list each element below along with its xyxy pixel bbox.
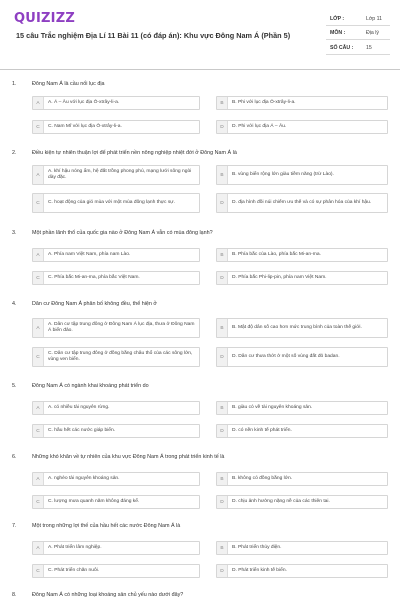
- question-text: Một trong những lợi thế của hầu hết các nước Đông Nam Á là: [32, 523, 181, 529]
- option-letter: D: [217, 121, 228, 133]
- option-letter: C: [33, 565, 44, 577]
- option-d[interactable]: [216, 495, 388, 509]
- question-number: 6.: [12, 454, 17, 460]
- option-letter: D: [217, 496, 228, 508]
- option-text: B. vùng biển rộng lớn giàu tiềm năng (trừ Lào).: [232, 172, 334, 177]
- option-text: A. Phía nam Việt Nam, phía nam Lào.: [48, 252, 131, 257]
- option-d[interactable]: [216, 347, 388, 367]
- question-text: Những khó khăn về tự nhiên của khu vực Đông Nam Á trong phát triển kinh tế là: [32, 454, 225, 460]
- page-header: [0, 0, 400, 64]
- meta-grade-value: Lớp 11: [366, 16, 382, 22]
- quiz-title: 15 câu Trắc nghiệm Địa Lí 11 Bài 11 (có đáp án): Khu vực Đông Nam Á (Phần 5): [16, 31, 291, 40]
- option-text: A. khí hậu nóng ẩm, hệ đất trồng phong phú, mạng lưới sông ngòi dày đặc.: [48, 169, 192, 180]
- question-text: Đông Nam Á có ngành khai khoáng phát triển do: [32, 383, 149, 389]
- option-d[interactable]: [216, 271, 388, 285]
- option-letter: A: [33, 97, 44, 109]
- option-a[interactable]: [32, 248, 200, 262]
- option-text: B. Phi với lục địa Ô-xtrây-li-a.: [232, 100, 296, 105]
- option-a[interactable]: [32, 96, 200, 110]
- question-number: 3.: [12, 230, 17, 236]
- option-b[interactable]: [216, 541, 388, 555]
- option-letter: D: [217, 194, 228, 212]
- option-d[interactable]: [216, 120, 388, 134]
- question-number: 8.: [12, 592, 17, 598]
- option-a[interactable]: [32, 165, 200, 185]
- option-letter: D: [217, 565, 228, 577]
- option-text: C. Phía bắc Mi-an-ma, phía bắc Việt Nam.: [48, 275, 140, 280]
- question-number: 4.: [12, 301, 17, 307]
- meta-separator: [326, 25, 390, 26]
- option-letter: B: [217, 166, 228, 184]
- option-letter: C: [33, 496, 44, 508]
- option-c[interactable]: [32, 495, 200, 509]
- meta-subject-value: Địa lý: [366, 30, 379, 36]
- question-text: Dân cư Đông Nam Á phân bố không đều, thể hiện ở: [32, 301, 157, 307]
- option-letter: B: [217, 542, 228, 554]
- question-text: Một phần lãnh thổ của quốc gia nào ở Đông Nam Á vẫn có mùa đông lạnh?: [32, 230, 213, 236]
- option-text: A. nghèo tài nguyên khoáng sản.: [48, 476, 120, 481]
- question-number: 7.: [12, 523, 17, 529]
- option-b[interactable]: [216, 472, 388, 486]
- option-letter: A: [33, 319, 44, 337]
- option-d[interactable]: [216, 564, 388, 578]
- meta-grade-key: LỚP :: [330, 16, 345, 22]
- question-text: Đông Nam Á có những loại khoáng sản chủ yếu nào dưới đây?: [32, 592, 184, 598]
- option-letter: C: [33, 348, 44, 366]
- option-letter: A: [33, 402, 44, 414]
- option-text: D. Dân cư thưa thớt ở một số vùng đất đỏ badan.: [232, 354, 340, 359]
- option-text: C. Dân cư tập trung đông ở đồng bằng châu thổ của các sông lớn, vùng ven biển.: [48, 351, 193, 362]
- option-letter: C: [33, 194, 44, 212]
- option-text: B. không có đồng bằng lớn.: [232, 476, 293, 481]
- option-text: A. Phát triển lâm nghiệp.: [48, 545, 102, 550]
- option-text: A. Dân cư tập trung đông ở Đông Nam Á lục địa, thưa ở Đông Nam Á biển đảo.: [48, 322, 195, 333]
- option-letter: C: [33, 121, 44, 133]
- option-text: C. hầu hết các nước giáp biển.: [48, 428, 116, 433]
- option-b[interactable]: [216, 96, 388, 110]
- option-c[interactable]: [32, 193, 200, 213]
- option-letter: B: [217, 249, 228, 261]
- quizizz-logo[interactable]: QUIZIZZ: [14, 11, 75, 26]
- option-letter: D: [217, 272, 228, 284]
- meta-count-key: SỐ CÂU :: [330, 45, 354, 51]
- header-divider: [0, 69, 400, 70]
- option-text: A. có nhiều tài nguyên rừng.: [48, 405, 110, 410]
- option-text: A. Á – Âu với lục địa Ô-xtrây-li-a.: [48, 100, 120, 105]
- option-letter: B: [217, 97, 228, 109]
- option-c[interactable]: [32, 347, 200, 367]
- option-letter: B: [217, 402, 228, 414]
- option-letter: A: [33, 166, 44, 184]
- option-a[interactable]: [32, 318, 200, 338]
- option-letter: B: [217, 319, 228, 337]
- question-text: Đông Nam Á là cầu nối lục địa: [32, 81, 105, 87]
- option-text: D. Phía bắc Phi-lip-pin, phía nam Việt Nam.: [232, 275, 327, 280]
- question-number: 1.: [12, 81, 17, 87]
- option-c[interactable]: [32, 120, 200, 134]
- option-letter: B: [217, 473, 228, 485]
- option-b[interactable]: [216, 401, 388, 415]
- meta-count-value: 15: [366, 45, 372, 51]
- option-letter: A: [33, 473, 44, 485]
- option-a[interactable]: [32, 401, 200, 415]
- option-text: C. lượng mưa quanh năm không đáng kể.: [48, 499, 140, 504]
- option-text: C. hoạt động của gió mùa với một mùa đông lạnh thực sự.: [48, 200, 175, 205]
- meta-subject-key: MÔN :: [330, 30, 346, 36]
- option-a[interactable]: [32, 541, 200, 555]
- option-text: B. Phát triển thủy điện.: [232, 545, 282, 550]
- option-text: D. có nền kinh tế phát triển.: [232, 428, 292, 433]
- question-text: Điều kiện tự nhiên thuận lợi để phát triển nền nông nghiệp nhiệt đới ở Đông Nam Á là: [32, 150, 237, 156]
- option-d[interactable]: [216, 193, 388, 213]
- option-text: B. Mật độ dân số cao hơn mức trung bình của toàn thế giới.: [232, 325, 362, 330]
- option-text: D. Phi với lục địa Á – Âu.: [232, 124, 287, 129]
- option-letter: C: [33, 425, 44, 437]
- option-b[interactable]: [216, 165, 388, 185]
- option-text: B. Phía bắc của Lào, phía bắc Mi-an-ma.: [232, 252, 321, 257]
- option-text: D. Phát triển kinh tế biển.: [232, 568, 287, 573]
- question-number: 2.: [12, 150, 17, 156]
- option-letter: D: [217, 348, 228, 366]
- option-b[interactable]: [216, 248, 388, 262]
- option-letter: A: [33, 249, 44, 261]
- question-number: 5.: [12, 383, 17, 389]
- option-text: D. địa hình đồi núi chiếm ưu thế và có sự phân hóa của khí hậu.: [232, 200, 372, 205]
- option-c[interactable]: [32, 424, 200, 438]
- option-d[interactable]: [216, 424, 388, 438]
- option-text: D. chịu ảnh hưởng nặng nề của các thiên tai.: [232, 499, 330, 504]
- option-letter: D: [217, 425, 228, 437]
- option-text: C. Phát triển chăn nuôi.: [48, 568, 100, 573]
- meta-separator: [326, 54, 390, 55]
- meta-separator: [326, 39, 390, 40]
- option-a[interactable]: [32, 472, 200, 486]
- option-c[interactable]: [32, 564, 200, 578]
- option-letter: C: [33, 272, 44, 284]
- option-letter: A: [33, 542, 44, 554]
- option-text: C. Nam Mĩ với lục địa Ô-xtrây-li-a.: [48, 124, 122, 129]
- option-c[interactable]: [32, 271, 200, 285]
- option-text: B. giàu có về tài nguyên khoáng sản.: [232, 405, 313, 410]
- option-b[interactable]: [216, 318, 388, 338]
